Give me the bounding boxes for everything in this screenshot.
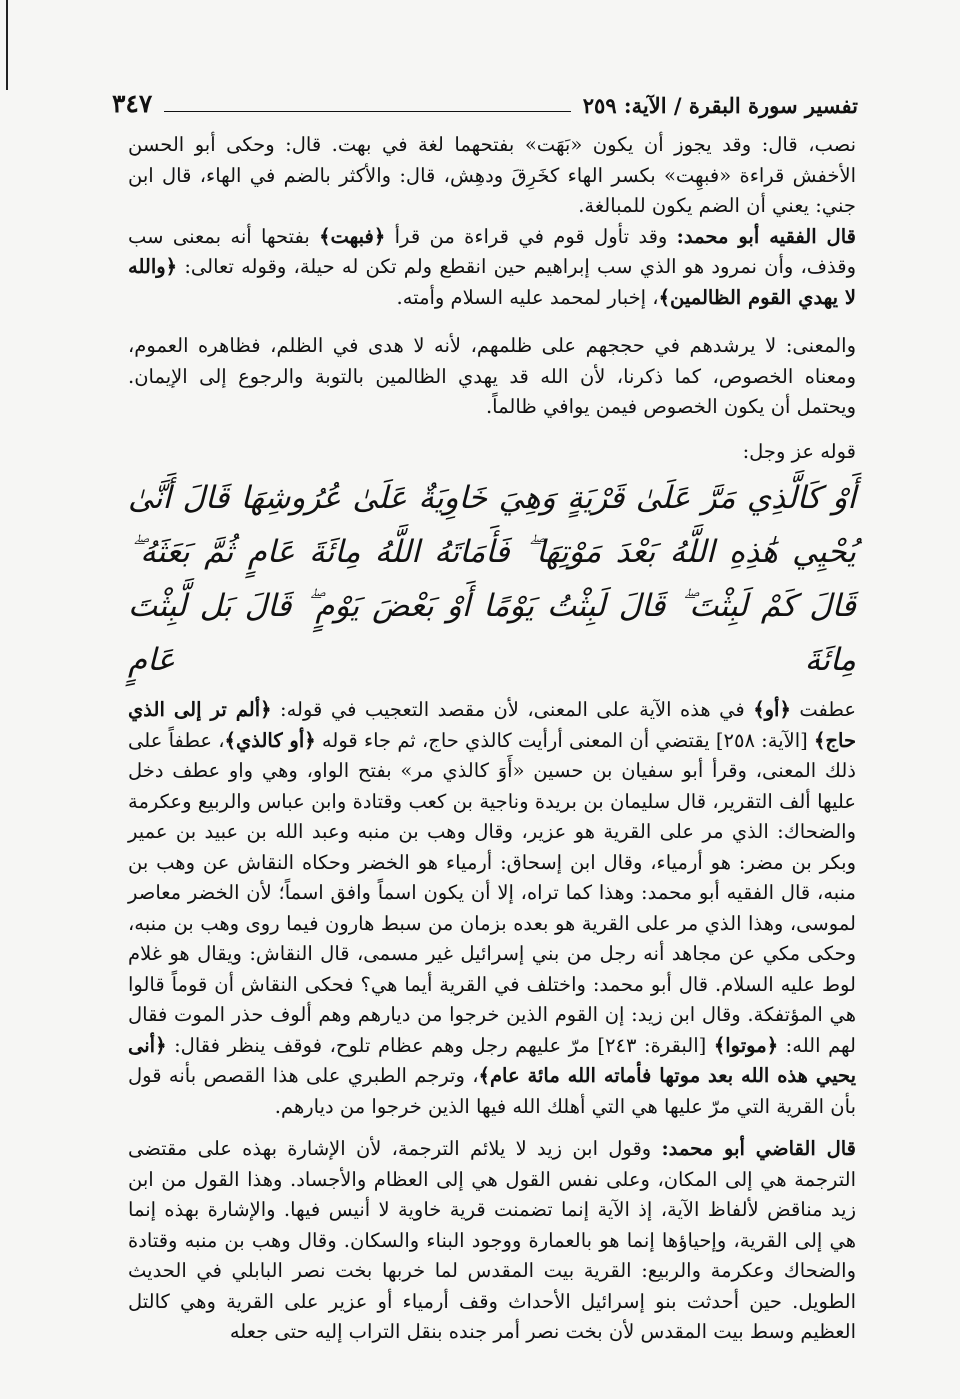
paragraph-3: والمعنى: لا يرشدهم في حججهم على ظلمهم، لأنه لا هدى في الظلم، فظاهره العموم، ومعناه الخصوص، كما ذكرنا، لأن الله قد يهدي الظالمين بالتوبة والرجوع إلى الإيمان. ويحتمل أن يكون الخصوص فيمن يوافي ظالماً. bbox=[128, 334, 856, 418]
quran-quote: ﴿أو﴾ bbox=[753, 698, 791, 721]
paragraph-5-text-b: في هذه الآية على المعنى، لأن مقصد التعجيب في قوله: bbox=[271, 698, 754, 721]
paragraph-1: نصب، قال: وقد يجوز أن يكون «بَهَت» بفتحهما لغة في بهت. قال: وحكى أبو الحسن الأخفش قراءة «فبهِت» بكسر الهاء كخَرِقَ ودهِش، قال: والأكثر بالضم في الهاء، قال ابن جني: يعني أن الضم يكون للمبالغة. bbox=[128, 133, 856, 217]
paragraph-5-text-c: [الآية: ٢٥٨] يقتضي أن المعنى أرأيت كالذي حاج، ثم جاء قوله bbox=[315, 728, 814, 752]
quran-quote: ﴿أنى يحيي هذه الله بعد موتها فأماته الله مائة عام﴾ bbox=[128, 1033, 856, 1087]
verse-intro: قوله عز وجل: bbox=[742, 439, 856, 463]
quran-quote: ﴿ألم تر إلى الذي حاج﴾ bbox=[128, 698, 857, 752]
paragraph-6 bbox=[128, 1134, 856, 1348]
running-header bbox=[112, 88, 858, 118]
speaker-label: قال القاضي أبو محمد: bbox=[661, 1137, 857, 1160]
paragraph-5-text-f: ، وترجم الطبري على هذا القصص بأنه قول بأن القرية التي مرّ عليها هي التي أهلك الله فيها الذين خرجوا من ديارهم. bbox=[128, 1064, 856, 1118]
paragraph-2-text-b: بفتحها أنه بمعنى سب وقذف، وأن نمرود هو الذي سب إبراهيم حين انقطع ولم تكن له حيلة، وقوله تعالى: bbox=[128, 224, 856, 278]
paragraph-5-text-e: [البقرة: ٢٤٣] مرّ عليهم رجل وهم عظام تلوح، فوقف ينظر فقال: bbox=[166, 1033, 714, 1057]
quran-verse: أَوْ كَالَّذِي مَرَّ عَلَىٰ قَرْيَةٍ وَهِيَ خَاوِيَةٌ عَلَىٰ عُرُوشِهَا قَالَ أَنَّىٰ يُحْيِي هَٰذِهِ اللَّهُ بَعْدَ مَوْتِهَا ۖ فَأَمَاتَهُ اللَّهُ مِائَةَ عَامٍ ثُمَّ بَعَثَهُ ۖ قَالَ كَمْ لَبِثْتَ ۖ قَالَ لَبِثْتُ يَوْمًا أَوْ بَعْضَ يَوْمٍ ۖ قَالَ بَل لَّبِثْتَ مِائَةَ عَامٍ bbox=[128, 480, 856, 678]
paragraph-5-text-d: ، عطفاً على ذلك المعنى، وقرأ أبو سفيان بن حسين «أَوَ كالذي مر» بفتح الواو، وهي واو عطف دخل عليها ألف التقرير، قال سليمان بن بريدة وناجية بن كعب وقتادة وابن عباس والربيع وعكرمة والضحاك: الذي مر على القرية هو عزير، وقال وهب بن منبه وعبد الله بن عبيد بن عمير وبكر بن مضر: هو أرمياء، وقال ابن إسحاق: أرمياء هو الخضر وحكاه النقاش عن وهب بن منبه، قال الفقيه أبو محمد: وهذا كما تراه، إلا أن يكون اسماً وافق اسماً؛ لأن الخضر معاصر لموسى، وهذا الذي مر على القرية هو بعده بزمان من سبط هارون فيما روى وهب بن منبه، وحكى مكي عن مجاهد أنه رجل من بني إسرائيل غير مسمى، قال النقاش: ويقال هو غلام لوط عليه السلام. قال أبو محمد: واختلف في القرية أيما هي؟ فحكى النقاش أن قوماً قالوا هي المؤتفكة. وقال ابن زيد: إن القوم الذين خرجوا من ديارهم وهم ألوف حذر الموت فقال لهم الله: bbox=[128, 728, 856, 1057]
binding-edge-line bbox=[6, 0, 8, 90]
running-title: تفسير سورة البقرة / الآية: ٢٥٩ bbox=[582, 93, 858, 118]
quran-quote: ﴿والله لا يهدي القوم الظالمين﴾ bbox=[128, 255, 856, 309]
paragraph-2-text-c: ، إخبار لمحمد عليه السلام وأمته. bbox=[396, 285, 659, 309]
quran-quote: ﴿أو كالذي﴾ bbox=[224, 728, 316, 752]
paragraph-2 bbox=[128, 222, 856, 314]
paragraph-2-text-a: وقد تأول قوم في قراءة من قرأ bbox=[385, 224, 677, 248]
paragraph-5-text-a: عطفت bbox=[790, 698, 856, 721]
paragraph-5 bbox=[128, 695, 856, 1122]
quran-quote: ﴿فبهت﴾ bbox=[319, 224, 386, 248]
header-rule bbox=[164, 111, 570, 112]
page-body bbox=[128, 130, 856, 1348]
paragraph-6-text: وقول ابن زيد لا يلائم الترجمة، لأن الإشارة بهذه على مقتضى الترجمة هي إلى المكان، وعلى نفس القول هي إلى العظام والأجساد. وهذا القول من ابن زيد مناقض لألفاظ الآية، إذ الآية إنما تضمنت قرية خاوية لا أنيس فيها. والإشارة بهذه إنما هي إلى القرية، وإحياؤها إنما هو بالعمارة ووجود البناء والسكان. وقال وهب بن منبه وقتادة والضحاك وعكرمة والربيع: القرية بيت المقدس لما خربها بخت نصر البابلي في الحديث الطويل. حين أحدثت بنو إسرائيل الأحداث وقف أرمياء أو عزير على القرية وهي كالتل العظيم وسط بيت المقدس لأن بخت نصر أمر جنده بنقل التراب إليه حتى جعله bbox=[128, 1137, 856, 1343]
speaker-label: قال الفقيه أبو محمد: bbox=[676, 224, 856, 248]
quran-quote: ﴿موتوا﴾ bbox=[713, 1033, 779, 1057]
page-number: ٣٤٧ bbox=[112, 89, 153, 118]
